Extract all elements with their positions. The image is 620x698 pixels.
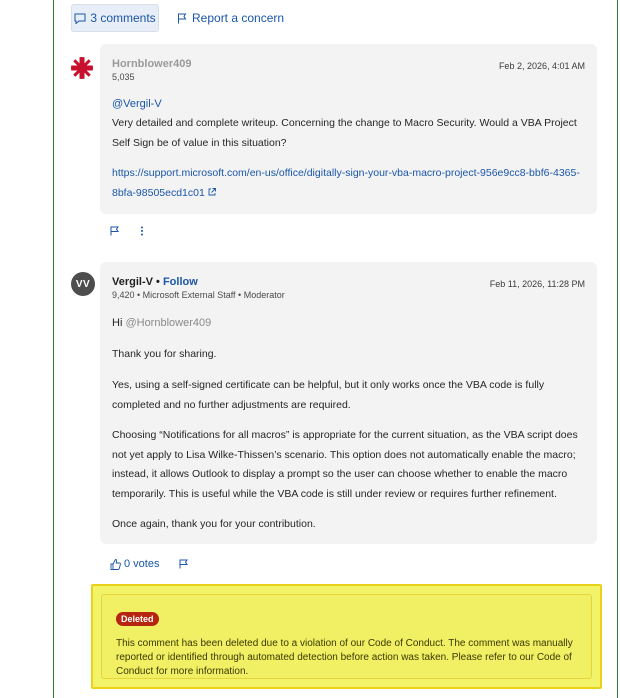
flag-icon (177, 13, 187, 24)
report-concern-label: Report a concern (192, 11, 285, 25)
flag-icon[interactable] (179, 559, 188, 569)
comments-button[interactable] (71, 4, 159, 32)
comments-count: 3 comments (90, 11, 156, 25)
avatar[interactable]: VV (71, 272, 95, 296)
comment-paragraph: Once again, thank you for your contribution. (112, 518, 316, 530)
comment-link[interactable] (112, 164, 582, 203)
deleted-badge: Deleted (116, 612, 159, 626)
comment-icon (74, 13, 86, 24)
author-reputation: 9,420 • Microsoft External Staff • Moderator (112, 290, 285, 300)
comment-actions (110, 558, 188, 570)
comment-author[interactable]: Hornblower409 (112, 58, 192, 70)
follow-button[interactable]: Follow (162, 276, 198, 288)
mention-link[interactable]: @Hornblower409 (125, 317, 212, 329)
author-bullet: • (156, 276, 160, 288)
frame-right-border (617, 0, 618, 698)
comment-paragraph: Thank you for sharing. (112, 348, 217, 360)
comment-author[interactable]: Vergil-V (112, 276, 153, 288)
more-icon[interactable] (140, 226, 144, 236)
author-reputation: 5,035 (112, 72, 135, 82)
deleted-message: This comment has been deleted due to a violation of our Code of Conduct. The comment was manually reported or identified through automated detection before action was taken. Please refer to our Code of Conduct for more information. (116, 638, 573, 677)
comment-paragraph: Choosing “Notifications for all macros” is appropriate for the current situation, as the VBA script does not yet apply to Lisa Wilke-Thissen’s scenario. This option does not automatically enable the macro; instead, it allows Outlook to display a prompt so the user can choose whether to enable the macro temporarily. This is useful while the VBA code is still under review or requires further refinement. (112, 429, 578, 500)
comment-body: Very detailed and complete writeup. Concerning the change to Macro Security. Would a VBA Project Self Sign be of value in this situation? (112, 117, 577, 149)
mention-link[interactable]: @Vergil-V (112, 98, 162, 110)
vote-count: 0 votes (124, 558, 160, 570)
comment-actions (110, 226, 144, 236)
greeting: Hi (112, 317, 123, 329)
uk-flag-avatar[interactable] (71, 57, 93, 79)
flag-icon[interactable] (110, 226, 119, 236)
frame-left-border (53, 0, 54, 698)
comment-paragraph: Yes, using a self-signed certificate can be helpful, but it only works once the VBA code is fully completed and no further adjustments are required. (112, 379, 545, 411)
external-link-icon (208, 188, 216, 196)
comment-card (100, 44, 597, 214)
report-concern-button[interactable] (177, 4, 284, 32)
comment-date: Feb 2, 2026, 4:01 AM (498, 61, 585, 71)
comment-toolbar (71, 0, 601, 36)
comment-card (100, 262, 597, 544)
greeting-line (112, 317, 211, 329)
thumbs-up-icon (110, 559, 121, 570)
comment-author-line (112, 276, 198, 288)
comment-date: Feb 11, 2026, 11:28 PM (489, 279, 585, 289)
vote-button[interactable] (110, 558, 159, 570)
deleted-comment-inner (101, 594, 592, 679)
support-link[interactable]: https://support.microsoft.com/en-us/office/digitally-sign-your-vba-macro-project-956e9cc8-bbf6-4365-8bfa-98505ecd1c01 (112, 167, 580, 199)
deleted-comment-notice (91, 584, 602, 689)
